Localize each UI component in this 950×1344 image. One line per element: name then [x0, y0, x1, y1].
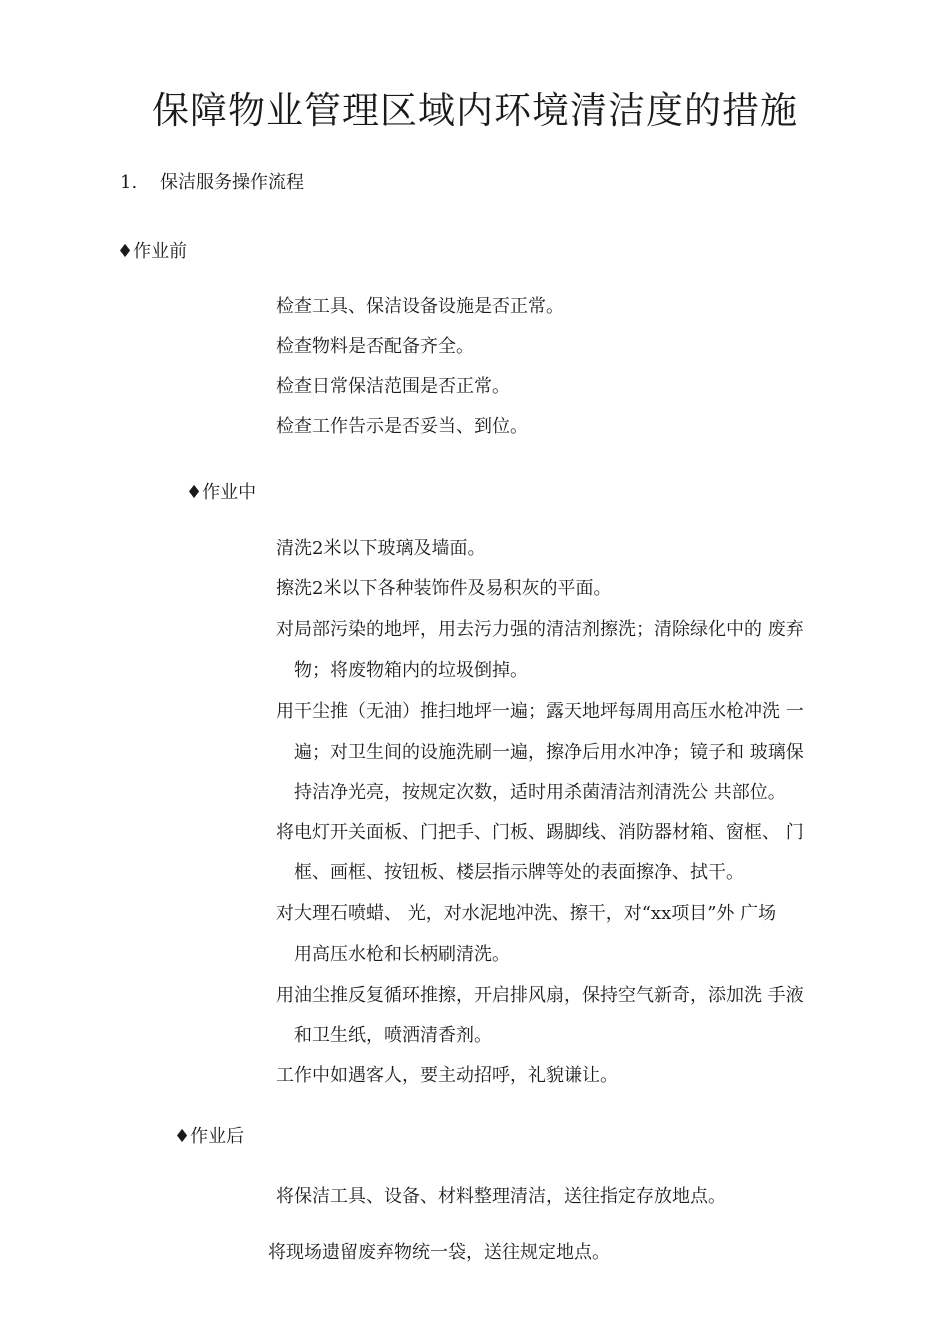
during-item: 擦洗2米以下各种装饰件及易积灰的平面。	[276, 578, 612, 599]
after-heading: ♦作业后	[174, 1126, 245, 1147]
before-item: 检查工作告示是否妥当、到位。	[276, 416, 528, 437]
during-item-continuation: 用高压水枪和长柄刷清洗。	[294, 944, 510, 965]
before-item: 检查物料是否配备齐全。	[276, 336, 474, 357]
section-heading	[120, 168, 304, 194]
after-item: 将现场遗留废弃物统一袋，送往规定地点。	[268, 1242, 610, 1263]
during-heading: ♦作业中	[186, 482, 257, 503]
before-item: 检查工具、保洁设备设施是否正常。	[276, 296, 564, 317]
section-number: 1.	[120, 172, 138, 193]
during-item-continuation: 遍；对卫生间的设施洗刷一遍，擦净后用水冲净；镜子和 玻璃保	[294, 742, 804, 763]
during-item: 对局部污染的地坪，用去污力强的清洁剂擦洗；清除绿化中的 废弃	[276, 619, 804, 640]
during-item: 工作中如遇客人，要主动招呼，礼貌谦让。	[276, 1065, 618, 1086]
during-item-continuation: 物；将废物箱内的垃圾倒掉。	[294, 660, 528, 681]
during-item-continuation: 框、画框、按钮板、楼层指示牌等处的表面擦净、拭干。	[294, 862, 744, 883]
section-label: 保洁服务操作流程	[160, 172, 304, 193]
during-item-continuation: 和卫生纸，喷洒清香剂。	[294, 1025, 492, 1046]
during-item: 用油尘推反复循环推擦，开启排风扇，保持空气新奇，添加洗 手液	[276, 985, 804, 1006]
after-item: 将保洁工具、设备、材料整理清洁，送往指定存放地点。	[276, 1186, 726, 1207]
before-item: 检查日常保洁范围是否正常。	[276, 376, 510, 397]
during-item: 用干尘推（无油）推扫地坪一遍；露天地坪每周用高压水枪冲洗 一	[276, 701, 804, 722]
during-item-continuation: 持洁净光亮，按规定次数，适时用杀菌清洁剂清洗公 共部位。	[294, 782, 786, 803]
before-heading: ♦作业前	[117, 241, 188, 262]
during-item: 对大理石喷蜡、 光，对水泥地冲洗、擦干，对“xx项目”外 广场	[276, 903, 777, 924]
document-title: 保障物业管理区域内环境清洁度的措施	[152, 89, 798, 132]
during-item: 将电灯开关面板、门把手、门板、踢脚线、消防器材箱、窗框、 门	[276, 822, 804, 843]
during-item: 清洗2米以下玻璃及墙面。	[276, 538, 486, 559]
